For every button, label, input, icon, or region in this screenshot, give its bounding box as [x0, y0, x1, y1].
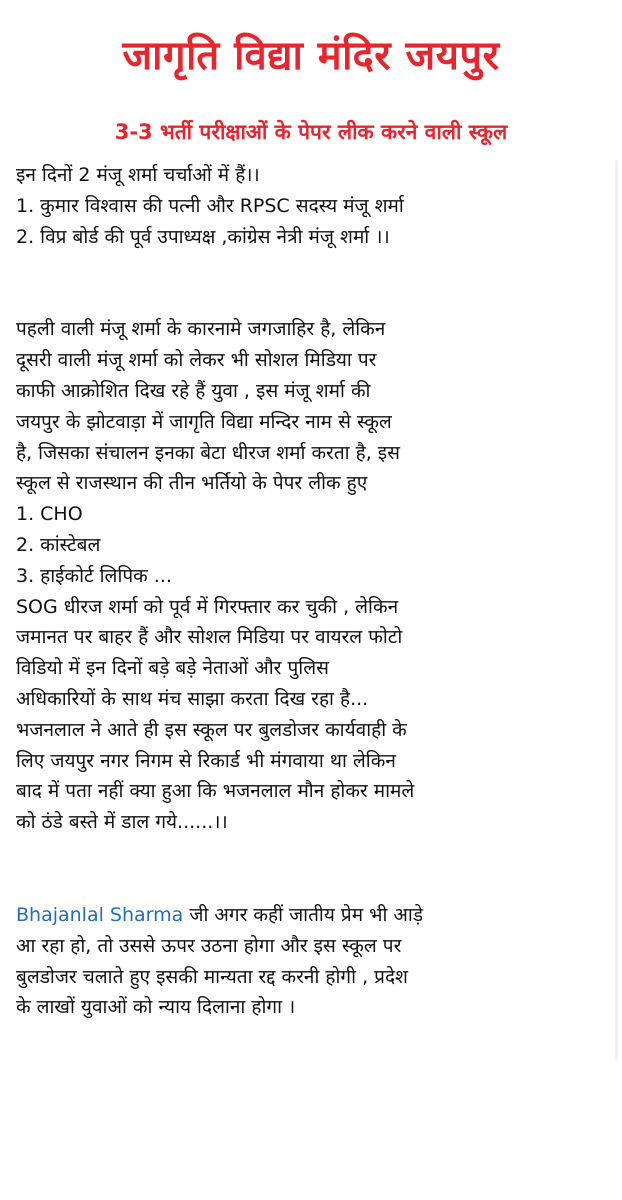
article-line: जयपुर के झोटवाड़ा में जागृति विद्या मन्दिर नाम से स्कूल — [16, 410, 392, 433]
intro-line: 2. विप्र बोर्ड की पूर्व उपाध्यक्ष ,कांग्रेस नेत्री मंजू शर्मा ।। — [16, 225, 390, 248]
closing-first-line-text: जी अगर कहीं जातीय प्रेम भी आड़े — [183, 903, 424, 926]
article-line: SOG धीरज शर्मा को पूर्व में गिरफ्तार कर चुकी , लेकिन — [16, 595, 399, 618]
headline-subtitle: 3-3 भर्ती परीक्षाओं के पेपर लीक करने वाली स्कूल — [114, 120, 508, 144]
closing-line — [16, 900, 616, 931]
headline-title: जागृति विद्या मंदिर जयपुर — [122, 33, 500, 79]
article-line: 3. हाईकोर्ट लिपिक ... — [16, 564, 172, 587]
closing-line: के लाखों युवाओं को न्याय दिलाना होगा । — [16, 996, 296, 1019]
article-line: भजनलाल ने आते ही इस स्कूल पर बुलडोजर कार्यवाही के — [16, 718, 407, 741]
article-line: काफी आक्रोशित दिख रहे हैं युवा , इस मंजू शर्मा की — [16, 379, 371, 402]
mention-link[interactable]: Bhajanlal Sharma — [16, 903, 184, 926]
article-line: है, जिसका संचालन इनका बेटा धीरज शर्मा करता है, इस — [16, 441, 400, 464]
closing-paragraph — [16, 900, 616, 1023]
scrollbar-track[interactable] — [615, 160, 618, 1060]
intro-line: 1. कुमार विश्वास की पत्नी और RPSC सदस्य मंजू शर्मा — [16, 194, 404, 217]
article-line: 1. CHO — [16, 503, 83, 526]
article-line: बाद में पता नहीं क्या हुआ कि भजनलाल मौन होकर मामले — [16, 780, 415, 803]
article-line: लिए जयपुर नगर निगम से रिकार्ड भी मंगवाया था लेकिन — [16, 749, 396, 772]
intro-line: इन दिनों 2 मंजू शर्मा चर्चाओं में हैं।। — [16, 164, 260, 186]
article-line: को ठंडे बस्ते में डाल गये......।। — [16, 811, 228, 834]
intro-paragraph — [16, 160, 616, 252]
closing-line: आ रहा हो, तो उससे ऊपर उठना होगा और इस स्कूल पर — [16, 934, 402, 957]
article-line: 2. कांस्टेबल — [16, 533, 101, 556]
post-body — [16, 160, 616, 1023]
article-paragraph — [16, 314, 616, 838]
article-line: जमानत पर बाहर हैं और सोशल मिडिया पर वायरल फोटो — [16, 626, 403, 649]
article-line: अधिकारियों के साथ मंच साझा करता दिख रहा है... — [16, 687, 369, 710]
article-line: विडियो में इन दिनों बड़े बड़े नेताओं और पुलिस — [16, 657, 329, 680]
article-line: पहली वाली मंजू शर्मा के कारनामे जगजाहिर है, लेकिन — [16, 318, 386, 341]
paragraph-spacer — [16, 838, 616, 900]
closing-line: बुलडोजर चलाते हुए इसकी मान्यता रद्द करनी होगी , प्रदेश — [16, 965, 408, 988]
paragraph-spacer — [16, 252, 616, 314]
article-line: दूसरी वाली मंजू शर्मा को लेकर भी सोशल मिडिया पर — [16, 349, 377, 372]
article-line: स्कूल से राजस्थान की तीन भर्तियो के पेपर लीक हुए — [16, 472, 368, 495]
